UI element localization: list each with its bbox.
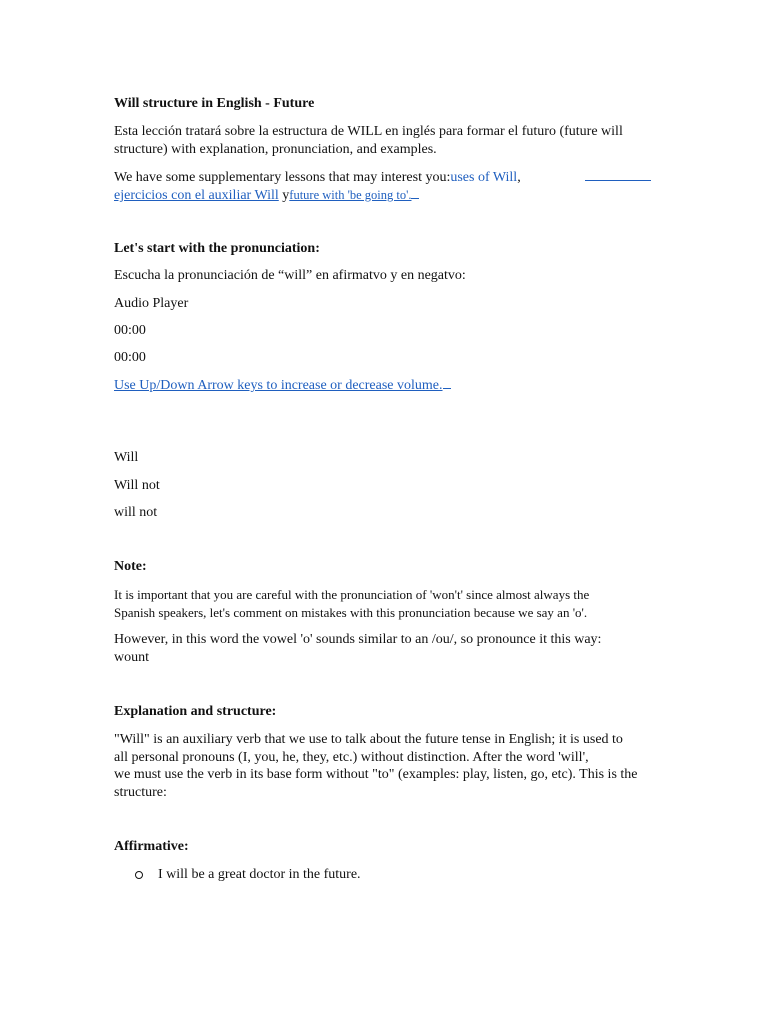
going-to-link[interactable]: future with 'be going to'. bbox=[289, 188, 412, 202]
note-paragraph-1-line-1: It is important that you are careful with the pronunciation of 'won't' since almost always the bbox=[114, 587, 590, 602]
link-underline-tail bbox=[411, 186, 419, 199]
will-exercises-link[interactable]: ejercicios con el auxiliar Will bbox=[114, 188, 279, 203]
audio-total-time: 00:00 bbox=[114, 350, 146, 365]
note-paragraph-2-line-1: However, in this word the vowel 'o' sounds similar to an /ou/, so pronounce it this way: bbox=[114, 632, 602, 647]
intro-line-2: structure) with explanation, pronunciation, and examples. bbox=[114, 142, 437, 157]
intro-line-1: Esta lección tratará sobre la estructura de WILL en inglés para formar el futuro (future will bbox=[114, 124, 623, 139]
word-will: Will bbox=[114, 450, 139, 465]
affirmative-heading: Affirmative: bbox=[114, 839, 189, 854]
uses-of-will-link[interactable]: uses of Will bbox=[450, 170, 518, 185]
affirmative-examples-list bbox=[114, 866, 361, 884]
note-paragraph-1-line-2: Spanish speakers, let's comment on mistakes with this pronunciation because we say an 'o'. bbox=[114, 605, 588, 620]
pronunciation-instruction: Escucha la pronunciación de “will” en afirmatvo y en negatvo: bbox=[114, 268, 466, 283]
note-paragraph-2-line-2: wount bbox=[114, 650, 149, 665]
explanation-line-4: structure: bbox=[114, 785, 167, 800]
link-underline-gap bbox=[585, 168, 651, 181]
explanation-line-2: all personal pronouns (I, you, he, they, etc.) without distinction. After the word 'will', bbox=[114, 750, 589, 765]
audio-player-label: Audio Player bbox=[114, 296, 189, 311]
supplementary-line-1 bbox=[114, 168, 644, 187]
volume-hint-line bbox=[114, 376, 644, 395]
page-title: Will structure in English - Future bbox=[114, 96, 315, 111]
explanation-line-1: "Will" is an auxiliary verb that we use to talk about the future tense in English; it is used to bbox=[114, 732, 623, 747]
word-will-not: Will not bbox=[114, 478, 160, 493]
explanation-line-3: we must use the verb in its base form without "to" (examples: play, listen, go, etc). This is the bbox=[114, 767, 638, 782]
explanation-heading: Explanation and structure: bbox=[114, 704, 277, 719]
word-will-not-lowercase: will not bbox=[114, 505, 158, 520]
supplementary-line-2 bbox=[114, 186, 644, 205]
volume-link-underline-tail bbox=[443, 376, 451, 389]
supplementary-conjunction: y bbox=[278, 188, 290, 203]
list-item bbox=[114, 866, 361, 884]
supplementary-lead: We have some supplementary lessons that may interest you: bbox=[114, 170, 451, 185]
supplementary-separator: , bbox=[517, 170, 521, 185]
note-heading: Note: bbox=[114, 559, 147, 574]
volume-hint-link[interactable]: Use Up/Down Arrow keys to increase or decrease volume. bbox=[114, 378, 443, 393]
audio-current-time: 00:00 bbox=[114, 323, 146, 338]
hollow-bullet-icon bbox=[135, 871, 143, 879]
affirmative-example-text: I will be a great doctor in the future. bbox=[158, 867, 361, 882]
pronunciation-heading: Let's start with the pronunciation: bbox=[114, 241, 320, 256]
